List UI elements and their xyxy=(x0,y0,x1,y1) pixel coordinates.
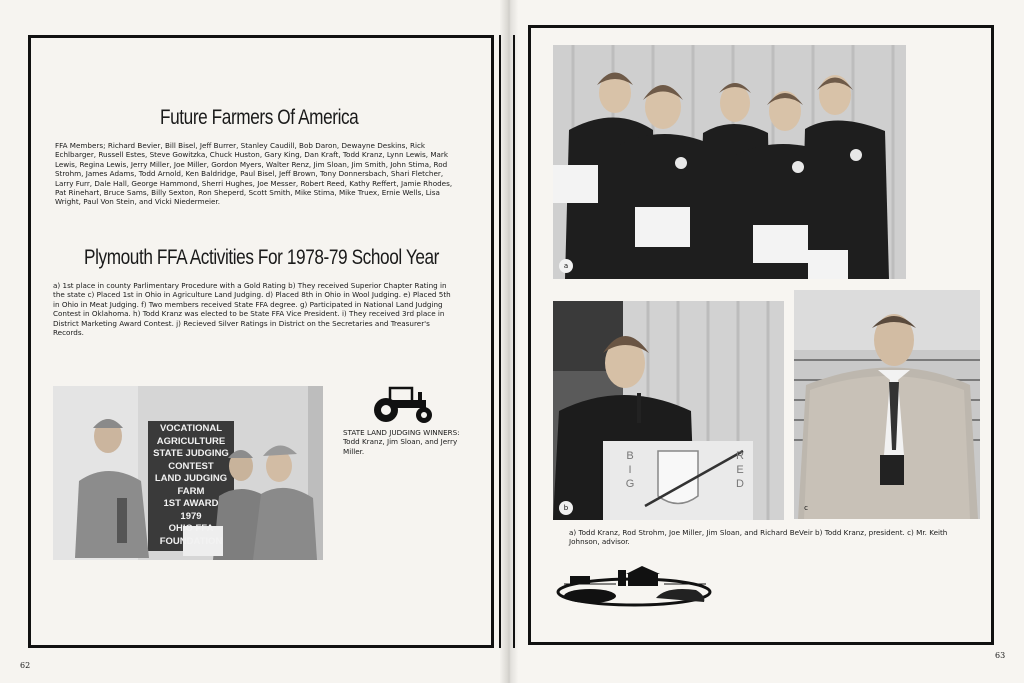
tractor-icon xyxy=(372,382,434,424)
award-banner xyxy=(148,423,234,548)
page-number-right: 63 xyxy=(995,651,1006,660)
podium-text-right xyxy=(733,449,747,491)
group-photo-a-art xyxy=(553,45,906,279)
banner-line: VOCATIONAL xyxy=(159,423,223,434)
book-gutter xyxy=(500,0,518,683)
photo-a-label: a xyxy=(559,259,573,273)
banner-line: LAND JUDGING xyxy=(154,473,228,484)
banner-line: CONTEST xyxy=(168,460,214,472)
podium-text-left xyxy=(623,449,637,491)
banner-line: AGRICULTURE xyxy=(156,435,226,447)
activities-title: Plymouth FFA Activities For 1978-79 School Year xyxy=(84,246,439,269)
farm-scene-icon xyxy=(556,556,716,608)
advisor-photo-c-art xyxy=(794,290,980,519)
advisor-photo-c xyxy=(794,290,980,519)
page-number-left: 62 xyxy=(20,661,31,670)
photo-b-label: b xyxy=(559,501,573,515)
photo-c-label: c xyxy=(804,504,808,512)
banner-line: FOUNDATION xyxy=(159,535,223,547)
award-winners-photo xyxy=(53,386,323,560)
podium-photo-b-art xyxy=(553,301,784,520)
podium-word-big: BIG xyxy=(625,450,635,490)
award-photo-caption: STATE LAND JUDGING WINNERS: Todd Kranz, Jim Sloan, and Jerry Miller. xyxy=(343,428,460,456)
banner-line: OHIO FFA xyxy=(168,523,214,534)
podium-word-red: RED xyxy=(736,450,744,490)
banner-line: 1ST AWARD xyxy=(163,498,219,509)
banner-line: FARM xyxy=(177,485,205,497)
right-photos-caption: a) Todd Kranz, Rod Strohm, Joe Miller, Jim Sloan, and Richard BeVeir b) Todd Kranz, president. c) Mr. Keith Johnson, advisor. xyxy=(569,528,948,547)
ffa-title: Future Farmers Of America xyxy=(160,106,359,129)
banner-line: 1979 xyxy=(180,510,202,522)
activities-text: a) 1st place in county Parlimentary Procedure with a Gold Rating b) They received Superior Chapter Rating in the state c) Placed 1st in Ohio in Agriculture Land Judging. d) Placed 8th in Ohio in Wool Judging. e) Placed 5th in Ohio in Meat Judging. f) Two members received State FFA degree. g) Participated in National Land Judging Contest in Oklahoma. h) Todd Kranz was elected to be State FFA Vice President. i) They received 3rd place in District Marketing Award Contest. j) Recieved Silver Ratings in District on the Secretaries and Treasurer's Records. xyxy=(53,281,451,338)
podium-photo-b xyxy=(553,301,784,520)
banner-line: STATE JUDGING xyxy=(153,448,229,459)
ffa-members-list: FFA Members; Richard Bevier, Bill Bisel, Jeff Burrer, Stanley Caudill, Bob Daron, Dewayne Deskins, Rick Echlbarger, Russell Estes, Steve Gowitzka, Chuck Huston, Gary King, Dan Kraft, Todd Kranz, Lynn Lewis, Mark Lewis, Regina Lewis, Jerry Miller, Joe Miller, Gordon Myers, Walter Renz, Jim Sloan, Jim Smith, John Stima, Rod Strohm, James Adams, Todd Arnold, Ken Baldridge, Paul Bisel, Jeff Brown, Tony Donnersbach, Shari Fletcher, Larry Furr, Dale Hall, George Hammond, Sherri Hughes, Joe Messer, Robert Reed, Kathy Reffert, Jamie Rhodes, Pat Rinehart, Bruce Sams, Billy Sexton, Ron Sheperd, Scott Smith, Mike Stima, Mike Truex, Ernie Wells, Lisa Wright, Paul Von Stein, and Vicki Niedermeier. xyxy=(55,141,453,207)
group-photo-a xyxy=(553,45,906,279)
